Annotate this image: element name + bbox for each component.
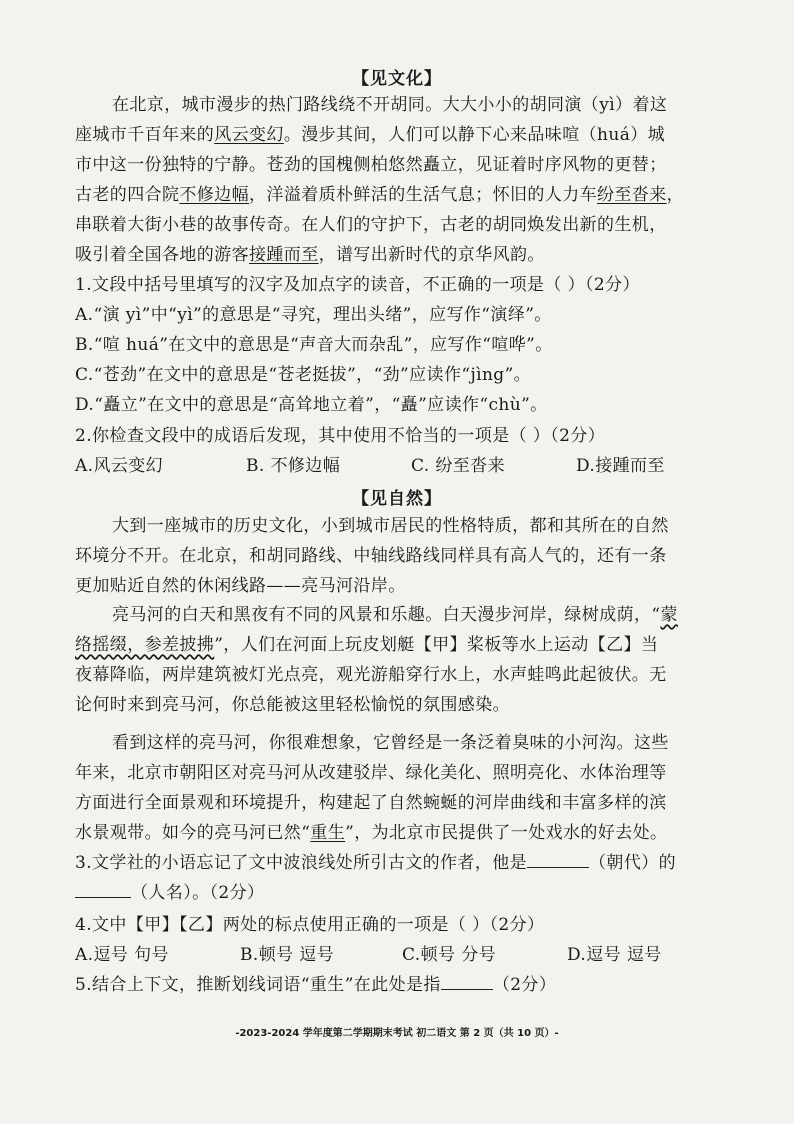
question-5-stem: 5.结合上下文，推断划线词语“重生”在此处是指 （2分） [75, 970, 725, 1000]
idiom-jiezhongerzhi: 接踵而至 [249, 245, 319, 265]
passage2-p1-line-1: 大到一座城市的历史文化，小到城市居民的性格特质，都和其所在的自然 [112, 516, 669, 536]
question-4-option-c: C.顿号 分号 [402, 945, 497, 965]
idiom-buxiubianfu: 不修边幅 [179, 185, 250, 205]
idiom-fengyunbianhuan: 风云变幻 [214, 125, 284, 145]
question-2-stem: 2.你检查文段中的成语后发现，其中使用不恰当的一项是（ ）（2分） [75, 426, 606, 446]
quoted-classical-text-1: 蒙 [660, 605, 678, 625]
word-chongsheng: 重生 [310, 823, 346, 843]
passage2-p3-line-2: 年来，北京市朝阳区对亮马河从改建驳岸、绿化美化、照明亮化、水体治理等 [75, 763, 667, 783]
passage2-p1-line-2: 环境分不开。在北京，和胡同路线、中轴线路线同样具有高人气的，还有一条 [75, 546, 667, 566]
question-4-stem: 4.文中【甲】【乙】两处的标点使用正确的一项是（ ）（2分） [75, 915, 545, 935]
question-1-stem: 1.文段中括号里填写的汉字及加点字的读音，不正确的一项是（ ）（2分） [75, 275, 640, 295]
question-2-option-d: D.接踵而至 [576, 456, 665, 476]
passage1-line-3: 市中这一份独特的宁静。苍劲的国槐侧柏悠然矗立，见证着时序风物的更替； [75, 155, 667, 175]
page-footer: -2023-2024 学年度第二学期期末考试 初二语文 第 2 页（共 10 页）- [235, 1028, 559, 1039]
passage2-p2-line-3: 夜幕降临，两岸建筑被灯光点亮，观光游船穿行水上，水声蛙鸣此起彼伏。无 [75, 665, 667, 685]
question-1-option-b: B.“喧 huá”在文中的意思是“声音大而杂乱”，应写作“喧哗”。 [75, 335, 553, 355]
passage2-p2-line-1: 亮马河的白天和黑夜有不同的风景和乐趣。白天漫步河岸，绿树成荫，“蒙 [112, 605, 678, 625]
question-2-option-c: C. 纷至沓来 [411, 456, 506, 476]
passage2-p3-line-1: 看到这样的亮马河，你很难想象，它曾经是一条泛着臭味的小河沟。这些 [112, 733, 669, 753]
question-1-option-c: C.“苍劲”在文中的意思是“苍老挺拔”，“劲”应读作“jìng”。 [75, 365, 532, 385]
passage1-line-6: 吸引着全国各地的游客接踵而至，谱写出新时代的京华风韵。 [75, 245, 545, 265]
passage2-p1-line-3: 更加贴近自然的休闲线路——亮马河沿岸。 [75, 576, 406, 596]
passage1-line-4: 古老的四合院不修边幅，洋溢着质朴鲜活的生活气息；怀旧的人力车纷至沓来， [75, 185, 685, 205]
answer-blank-dynasty[interactable] [527, 849, 589, 868]
section-title-culture: 【见文化】 [352, 69, 442, 89]
question-4-option-d: D.逗号 逗号 [567, 945, 662, 965]
question-3-line-2: （人名）。（2分） [75, 878, 725, 908]
question-2-option-b: B. 不修边幅 [246, 456, 341, 476]
question-1-option-d: D.“矗立”在文中的意思是“高耸地立着”，“矗”应读作“chù”。 [75, 395, 548, 415]
question-4-option-b: B.顿号 逗号 [240, 945, 335, 965]
passage1-line-2: 座城市千百年来的风云变幻。漫步其间，人们可以静下心来品味喧（huá）城 [75, 125, 666, 145]
question-3-line-1: 3.文学社的小语忘记了文中波浪线处所引古文的作者，他是 （朝代）的 [75, 848, 725, 878]
question-1-option-a: A.“演 yì”中“yì”的意思是“寻究，理出头绪”，应写作“演绎”。 [75, 305, 552, 325]
question-2-option-a: A.风云变幻 [75, 456, 164, 476]
passage2-p3-line-3: 方面进行全面景观和环境提升，构建起了自然蜿蜒的河岸曲线和丰富多样的滨 [75, 793, 667, 813]
answer-blank-meaning[interactable] [441, 971, 493, 990]
idiom-fenzhitalai: 纷至沓来 [597, 185, 667, 205]
passage2-p2-line-4: 论何时来到亮马河，你总能被这里轻松愉悦的氛围感染。 [75, 695, 510, 715]
passage2-p2-line-2: 络摇缀，参差披拂”，人们在河面上玩皮划艇【甲】桨板等水上运动【乙】当 [75, 635, 659, 655]
quoted-classical-text-2: 络摇缀，参差披拂 [75, 635, 215, 655]
section-title-nature: 【见自然】 [352, 489, 442, 509]
answer-blank-author[interactable] [75, 879, 131, 898]
question-4-option-a: A.逗号 句号 [75, 945, 169, 965]
passage1-line-5: 串联着大街小巷的故事传奇。在人们的守护下，古老的胡同焕发出新的生机， [75, 215, 667, 235]
passage2-p3-line-4: 水景观带。如今的亮马河已然“重生”，为北京市民提供了一处戏水的好去处。 [75, 823, 668, 843]
passage1-line-1: 在北京，城市漫步的热门路线绕不开胡同。大大小小的胡同演（yì）着这 [112, 95, 668, 115]
